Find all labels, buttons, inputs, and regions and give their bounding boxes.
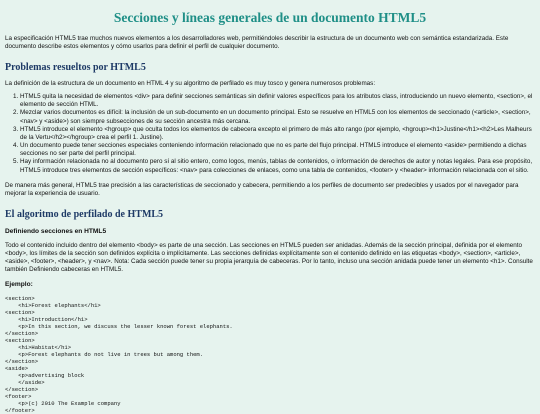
subheading-defining-sections: Definiendo secciones en HTML5 [5, 228, 107, 236]
list-item: 4. Un documento puede tener secciones especiales conteniendo información relacionado que no es parte del flujo principal. HTML5 introduce el elemento <aside> permitiendo a dichas secciones no ser parte del perfil principal. [20, 142, 535, 158]
code-line: <section> [5, 294, 35, 302]
code-line: <h1>Habitat</h1> [5, 344, 72, 352]
code-line: </section> [5, 358, 39, 366]
example-label: Ejemplo: [5, 281, 33, 289]
problems-list [5, 93, 535, 175]
code-line: <h1>Forest elephants</h1> [5, 301, 101, 309]
intro-paragraph: La especificación HTML5 trae muchos nuevos elementos a los desarrolladores web, permitiéndoles describir la estructura de un documento web con semántica estandarizada. Este documento describe estos elementos y cómo usarlos para definir el perfil de cualquier documento. [5, 34, 509, 50]
code-line: <h1>Introduction</h1> [5, 316, 88, 324]
section-heading-problems: Problemas resueltos por HTML5 [5, 61, 146, 73]
page-title: Secciones y líneas generales de un documento HTML5 [113, 10, 427, 25]
code-line: </footer> [5, 407, 35, 414]
code-line: <p>In this section, we discuss the lesser known forest elephants. [5, 323, 233, 331]
problems-lead-paragraph: La definición de la estructura de un documento en HTML 4 y su algoritmo de perfilado es muy tosco y genera numerosos problemas: [5, 79, 376, 87]
code-line: </section> [5, 330, 39, 338]
code-line: </aside> [5, 379, 45, 387]
code-line: <section> [5, 337, 35, 345]
list-item: 5. Hay información relacionada no al documento pero sí al sitio entero, como logos, menús, tablas de contenidos, o información de derechos de autor y notas legales. Para ese propósito, HTML5 introduce tres elementos de sección específicos: <nav> para colecciones de enlaces, como una tabla de contenidos, <footer> y <header> información relacionada con el sitio. [20, 158, 535, 174]
code-line: <section> [5, 309, 35, 316]
list-item: 2. Mezclar varios documentos es difícil: la inclusión de un sub-documento en un documento principal. Esto se resuelve en HTML5 con los elementos de seccionado (<article>, <section>, <nav> y <aside>) son siempre subsecciones de su sección ancestra más cercana. [20, 109, 535, 125]
code-line: <p>Forest elephants do not live in trees but among them. [5, 351, 204, 359]
code-line: <aside> [5, 365, 29, 373]
section-heading-algorithm: El algoritmo de perfilado de HTML5 [5, 209, 164, 221]
list-item: 1. HTML5 quita la necesidad de elementos <div> para definir secciones semánticas sin definir valores específicos para los atributos class, introduciendo un nuevo elemento, <section>, el elemento de sección HTML. [20, 93, 535, 109]
code-line: </section> [5, 386, 39, 394]
list-item: 3. HTML5 introduce el elemento <hgroup> que oculta todos los elementos de cabecera excepto el primero de más alto rango (por ejemplo, <hgroup><h1>Justine</h1><h2>Les Malheurs de la Vertu</h2></hgroup> crea el perfil 1. Justine). [20, 126, 535, 142]
problems-closing-paragraph: De manera más general, HTML5 trae precisión a las características de seccionado y cabecera, permitiendo a los perfiles de documento ser predecibles y usados por el navegador para mejorar la experiencia de usuario. [5, 181, 519, 197]
code-example [5, 295, 535, 414]
code-line: <p>(c) 2010 The Example company [5, 400, 121, 408]
code-line: <p>advertising block [5, 372, 85, 380]
code-line: <footer> [5, 393, 32, 401]
algorithm-body-paragraph: Todo el contenido incluido dentro del elemento <body> es parte de una sección. Las secciones en HTML5 pueden ser anidadas. Además de la sección principal, definida por el elemento <body>, los límites de la sección son definidos explícita o implícitamente. Las secciones definidas explícitamente son el contenido definido en las etiquetas <body>, <section>, <article>, <aside>, <footer>, <header>, y <nav>. Nota: Cada sección puede tener su propia jerarquía de cabeceras. Por lo tanto, incluso una sección anidada puede tener un elemento <h1>. Consulte también Definiendo cabeceras en HTML5. [5, 241, 533, 274]
